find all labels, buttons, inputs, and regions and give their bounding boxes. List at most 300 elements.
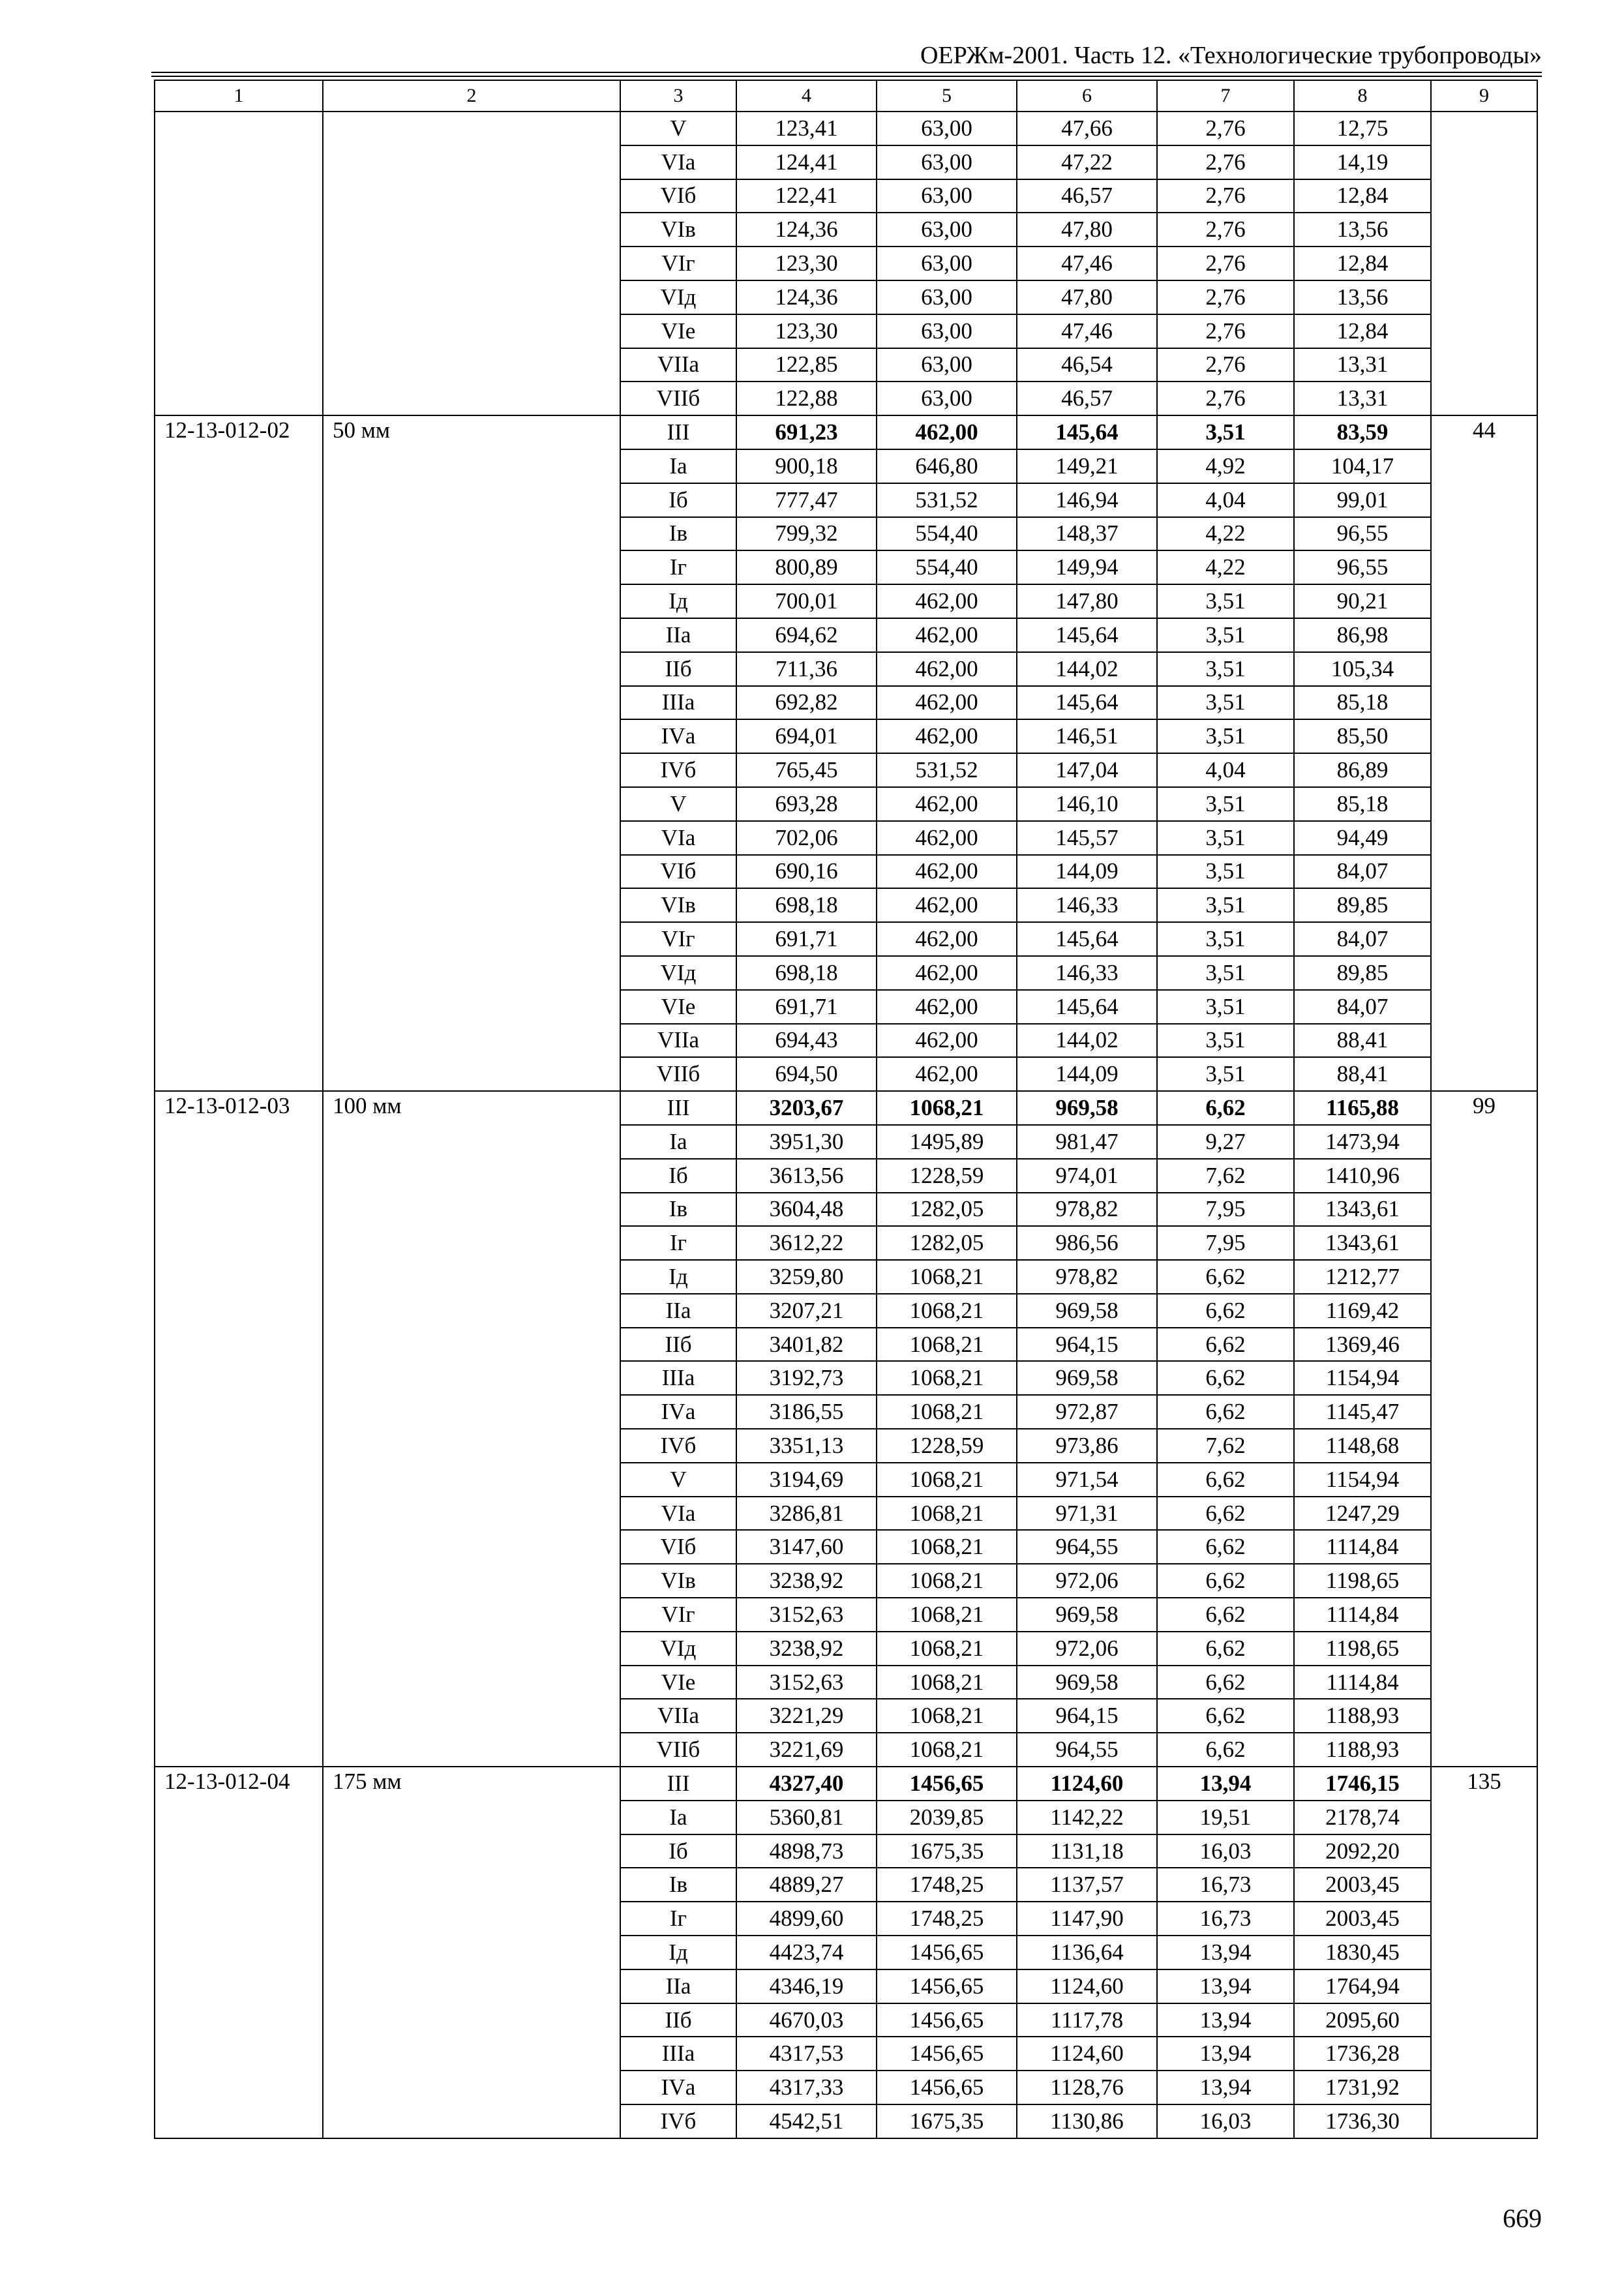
value-cell: 1212,77 — [1294, 1260, 1431, 1294]
value-cell: 145,64 — [1017, 686, 1157, 720]
value-cell: 1169,42 — [1294, 1294, 1431, 1328]
value-cell: 6,62 — [1157, 1530, 1294, 1564]
value-cell: 122,41 — [736, 179, 877, 213]
coefficient-zone-cell: Iа — [620, 449, 736, 483]
value-cell: 3,51 — [1157, 1057, 1294, 1091]
value-cell: 1675,35 — [877, 1834, 1017, 1868]
value-cell: 765,45 — [736, 753, 877, 787]
value-cell: 2,76 — [1157, 247, 1294, 280]
table-row — [155, 1767, 1537, 1801]
value-cell: 4423,74 — [736, 1936, 877, 1969]
norm-code-cell — [155, 112, 323, 415]
value-cell: 1124,60 — [1017, 2037, 1157, 2071]
value-cell: 3951,30 — [736, 1125, 877, 1159]
coefficient-zone-cell: VIв — [620, 888, 736, 922]
value-cell: 1369,46 — [1294, 1328, 1431, 1362]
norm-code-cell: 12-13-012-02 — [155, 415, 323, 1091]
value-cell: 1188,93 — [1294, 1699, 1431, 1733]
coefficient-zone-cell: VIа — [620, 821, 736, 855]
value-cell: 1068,21 — [877, 1294, 1017, 1328]
value-cell: 3203,67 — [736, 1091, 877, 1125]
value-cell: 1165,88 — [1294, 1091, 1431, 1125]
coefficient-zone-cell: Iа — [620, 1125, 736, 1159]
value-cell: 1343,61 — [1294, 1226, 1431, 1260]
value-cell: 1114,84 — [1294, 1598, 1431, 1632]
value-cell: 84,07 — [1294, 922, 1431, 956]
value-cell: 4327,40 — [736, 1767, 877, 1801]
value-cell: 3351,13 — [736, 1429, 877, 1463]
value-cell: 1736,30 — [1294, 2104, 1431, 2138]
value-cell: 462,00 — [877, 855, 1017, 889]
coefficient-zone-cell: VIг — [620, 1598, 736, 1632]
value-cell: 3238,92 — [736, 1564, 877, 1598]
value-cell: 3,51 — [1157, 415, 1294, 449]
value-cell: 144,02 — [1017, 1024, 1157, 1058]
norm-name-cell — [323, 112, 620, 415]
value-cell: 691,23 — [736, 415, 877, 449]
norm-code-cell: 12-13-012-03 — [155, 1091, 323, 1767]
value-cell: 6,62 — [1157, 1260, 1294, 1294]
value-cell: 1198,65 — [1294, 1564, 1431, 1598]
value-cell: 12,84 — [1294, 247, 1431, 280]
labor-cell: 135 — [1431, 1767, 1537, 2138]
value-cell: 3604,48 — [736, 1193, 877, 1227]
coefficient-zone-cell: VIе — [620, 990, 736, 1024]
coefficient-zone-cell: IIа — [620, 1294, 736, 1328]
column-header: 5 — [877, 80, 1017, 112]
value-cell: 145,64 — [1017, 990, 1157, 1024]
value-cell: 148,37 — [1017, 517, 1157, 551]
value-cell: 694,50 — [736, 1057, 877, 1091]
value-cell: 1124,60 — [1017, 1767, 1157, 1801]
coefficient-zone-cell: IVа — [620, 719, 736, 753]
value-cell: 85,18 — [1294, 787, 1431, 821]
coefficient-zone-cell: Iг — [620, 1226, 736, 1260]
value-cell: 964,55 — [1017, 1733, 1157, 1767]
column-header: 6 — [1017, 80, 1157, 112]
value-cell: 1147,90 — [1017, 1902, 1157, 1936]
value-cell: 3613,56 — [736, 1159, 877, 1193]
value-cell: 146,33 — [1017, 888, 1157, 922]
value-cell: 969,58 — [1017, 1598, 1157, 1632]
coefficient-zone-cell: Iб — [620, 483, 736, 517]
value-cell: 964,15 — [1017, 1328, 1157, 1362]
coefficient-zone-cell: Iв — [620, 517, 736, 551]
value-cell: 3238,92 — [736, 1632, 877, 1666]
column-header: 7 — [1157, 80, 1294, 112]
value-cell: 969,58 — [1017, 1361, 1157, 1395]
value-cell: 1456,65 — [877, 2071, 1017, 2104]
value-cell: 3,51 — [1157, 922, 1294, 956]
value-cell: 4,22 — [1157, 517, 1294, 551]
value-cell: 7,62 — [1157, 1159, 1294, 1193]
value-cell: 13,94 — [1157, 1969, 1294, 2003]
value-cell: 1228,59 — [877, 1429, 1017, 1463]
value-cell: 145,64 — [1017, 415, 1157, 449]
value-cell: 1068,21 — [877, 1463, 1017, 1497]
column-header: 1 — [155, 80, 323, 112]
value-cell: 462,00 — [877, 1024, 1017, 1058]
coefficient-zone-cell: V — [620, 112, 736, 145]
value-cell: 7,95 — [1157, 1226, 1294, 1260]
value-cell: 84,07 — [1294, 990, 1431, 1024]
value-cell: 4317,33 — [736, 2071, 877, 2104]
value-cell: 3152,63 — [736, 1598, 877, 1632]
value-cell: 14,19 — [1294, 145, 1431, 179]
value-cell: 1068,21 — [877, 1564, 1017, 1598]
value-cell: 1068,21 — [877, 1733, 1017, 1767]
coefficient-zone-cell: IVб — [620, 2104, 736, 2138]
coefficient-zone-cell: Iа — [620, 1801, 736, 1834]
value-cell: 3186,55 — [736, 1395, 877, 1429]
value-cell: 145,57 — [1017, 821, 1157, 855]
coefficient-zone-cell: Iд — [620, 1260, 736, 1294]
value-cell: 3401,82 — [736, 1328, 877, 1362]
coefficient-zone-cell: III — [620, 1767, 736, 1801]
value-cell: 1456,65 — [877, 1767, 1017, 1801]
value-cell: 462,00 — [877, 922, 1017, 956]
value-cell: 4542,51 — [736, 2104, 877, 2138]
value-cell: 1148,68 — [1294, 1429, 1431, 1463]
coefficient-zone-cell: Iд — [620, 1936, 736, 1969]
value-cell: 1128,76 — [1017, 2071, 1157, 2104]
value-cell: 6,62 — [1157, 1395, 1294, 1429]
value-cell: 13,94 — [1157, 1767, 1294, 1801]
value-cell: 4346,19 — [736, 1969, 877, 2003]
value-cell: 2095,60 — [1294, 2003, 1431, 2037]
value-cell: 83,59 — [1294, 415, 1431, 449]
value-cell: 3147,60 — [736, 1530, 877, 1564]
value-cell: 2003,45 — [1294, 1868, 1431, 1902]
norm-code-cell: 12-13-012-04 — [155, 1767, 323, 2138]
value-cell: 122,88 — [736, 382, 877, 415]
value-cell: 694,01 — [736, 719, 877, 753]
value-cell: 2,76 — [1157, 382, 1294, 415]
value-cell: 13,94 — [1157, 2071, 1294, 2104]
value-cell: 63,00 — [877, 247, 1017, 280]
value-cell: 4899,60 — [736, 1902, 877, 1936]
value-cell: 1247,29 — [1294, 1497, 1431, 1531]
value-cell: 986,56 — [1017, 1226, 1157, 1260]
value-cell: 1456,65 — [877, 2037, 1017, 2071]
value-cell: 149,94 — [1017, 550, 1157, 584]
value-cell: 6,62 — [1157, 1598, 1294, 1632]
coefficient-zone-cell: VIд — [620, 1632, 736, 1666]
value-cell: 1068,21 — [877, 1530, 1017, 1564]
coefficient-zone-cell: Iв — [620, 1868, 736, 1902]
value-cell: 63,00 — [877, 314, 1017, 348]
value-cell: 146,10 — [1017, 787, 1157, 821]
value-cell: 13,31 — [1294, 382, 1431, 415]
value-cell: 1154,94 — [1294, 1463, 1431, 1497]
coefficient-zone-cell: VIг — [620, 247, 736, 280]
value-cell: 13,94 — [1157, 2003, 1294, 2037]
column-header: 4 — [736, 80, 877, 112]
value-cell: 971,54 — [1017, 1463, 1157, 1497]
value-cell: 63,00 — [877, 280, 1017, 314]
value-cell: 84,07 — [1294, 855, 1431, 889]
value-cell: 89,85 — [1294, 956, 1431, 990]
coefficient-zone-cell: VIIб — [620, 1733, 736, 1767]
value-cell: 2,76 — [1157, 314, 1294, 348]
coefficient-zone-cell: Iд — [620, 584, 736, 618]
value-cell: 1675,35 — [877, 2104, 1017, 2138]
value-cell: 691,71 — [736, 990, 877, 1024]
value-cell: 1068,21 — [877, 1699, 1017, 1733]
value-cell: 1145,47 — [1294, 1395, 1431, 1429]
value-cell: 799,32 — [736, 517, 877, 551]
column-header: 8 — [1294, 80, 1431, 112]
value-cell: 3,51 — [1157, 584, 1294, 618]
value-cell: 2,76 — [1157, 280, 1294, 314]
value-cell: 13,31 — [1294, 348, 1431, 382]
value-cell: 1748,25 — [877, 1868, 1017, 1902]
page-number: 669 — [1503, 2204, 1542, 2233]
value-cell: 7,62 — [1157, 1429, 1294, 1463]
value-cell: 1137,57 — [1017, 1868, 1157, 1902]
labor-cell — [1431, 112, 1537, 415]
value-cell: 147,80 — [1017, 584, 1157, 618]
value-cell: 1736,28 — [1294, 2037, 1431, 2071]
value-cell: 3,51 — [1157, 888, 1294, 922]
coefficient-zone-cell: VIIа — [620, 348, 736, 382]
value-cell: 1746,15 — [1294, 1767, 1431, 1801]
value-cell: 2,76 — [1157, 145, 1294, 179]
value-cell: 146,33 — [1017, 956, 1157, 990]
coefficient-zone-cell: VIе — [620, 314, 736, 348]
value-cell: 3,51 — [1157, 787, 1294, 821]
labor-cell: 44 — [1431, 415, 1537, 1091]
coefficient-zone-cell: VIIб — [620, 382, 736, 415]
value-cell: 146,51 — [1017, 719, 1157, 753]
value-cell: 144,09 — [1017, 855, 1157, 889]
value-cell: 13,56 — [1294, 213, 1431, 247]
norm-name-cell: 175 мм — [323, 1767, 620, 2138]
value-cell: 1068,21 — [877, 1091, 1017, 1125]
value-cell: 1068,21 — [877, 1497, 1017, 1531]
value-cell: 972,06 — [1017, 1632, 1157, 1666]
value-cell: 694,43 — [736, 1024, 877, 1058]
value-cell: 3259,80 — [736, 1260, 877, 1294]
coefficient-zone-cell: Iв — [620, 1193, 736, 1227]
value-cell: 63,00 — [877, 145, 1017, 179]
value-cell: 3,51 — [1157, 990, 1294, 1024]
value-cell: 692,82 — [736, 686, 877, 720]
value-cell: 1764,94 — [1294, 1969, 1431, 2003]
value-cell: 99,01 — [1294, 483, 1431, 517]
value-cell: 46,57 — [1017, 179, 1157, 213]
value-cell: 2,76 — [1157, 112, 1294, 145]
value-cell: 2,76 — [1157, 213, 1294, 247]
value-cell: 462,00 — [877, 415, 1017, 449]
value-cell: 978,82 — [1017, 1193, 1157, 1227]
value-cell: 47,46 — [1017, 314, 1157, 348]
value-cell: 3221,29 — [736, 1699, 877, 1733]
coefficient-zone-cell: VIд — [620, 956, 736, 990]
coefficient-zone-cell: VIв — [620, 1564, 736, 1598]
value-cell: 1068,21 — [877, 1361, 1017, 1395]
value-cell: 3192,73 — [736, 1361, 877, 1395]
value-cell: 12,84 — [1294, 314, 1431, 348]
coefficient-zone-cell: VIа — [620, 1497, 736, 1531]
value-cell: 4,04 — [1157, 483, 1294, 517]
value-cell: 2,76 — [1157, 179, 1294, 213]
value-cell: 462,00 — [877, 686, 1017, 720]
value-cell: 144,09 — [1017, 1057, 1157, 1091]
value-cell: 972,87 — [1017, 1395, 1157, 1429]
value-cell: 124,36 — [736, 280, 877, 314]
value-cell: 4889,27 — [736, 1868, 877, 1902]
value-cell: 531,52 — [877, 753, 1017, 787]
coefficient-zone-cell: VIб — [620, 855, 736, 889]
value-cell: 693,28 — [736, 787, 877, 821]
value-cell: 1114,84 — [1294, 1666, 1431, 1699]
value-cell: 1142,22 — [1017, 1801, 1157, 1834]
value-cell: 3,51 — [1157, 652, 1294, 686]
value-cell: 3,51 — [1157, 855, 1294, 889]
value-cell: 47,80 — [1017, 213, 1157, 247]
coefficient-zone-cell: VIд — [620, 280, 736, 314]
coefficient-zone-cell: V — [620, 787, 736, 821]
coefficient-zone-cell: III — [620, 1091, 736, 1125]
value-cell: 978,82 — [1017, 1260, 1157, 1294]
value-cell: 1343,61 — [1294, 1193, 1431, 1227]
value-cell: 6,62 — [1157, 1361, 1294, 1395]
value-cell: 1198,65 — [1294, 1632, 1431, 1666]
value-cell: 702,06 — [736, 821, 877, 855]
value-cell: 6,62 — [1157, 1733, 1294, 1767]
value-cell: 971,31 — [1017, 1497, 1157, 1531]
value-cell: 1748,25 — [877, 1902, 1017, 1936]
value-cell: 16,03 — [1157, 1834, 1294, 1868]
coefficient-zone-cell: VIб — [620, 1530, 736, 1564]
value-cell: 47,22 — [1017, 145, 1157, 179]
coefficient-zone-cell: VIв — [620, 213, 736, 247]
table-body — [155, 80, 1537, 2138]
value-cell: 86,89 — [1294, 753, 1431, 787]
value-cell: 89,85 — [1294, 888, 1431, 922]
value-cell: 698,18 — [736, 956, 877, 990]
value-cell: 3286,81 — [736, 1497, 877, 1531]
value-cell: 146,94 — [1017, 483, 1157, 517]
value-cell: 104,17 — [1294, 449, 1431, 483]
coefficient-zone-cell: VIIа — [620, 1699, 736, 1733]
labor-cell: 99 — [1431, 1091, 1537, 1767]
value-cell: 12,75 — [1294, 112, 1431, 145]
value-cell: 1495,89 — [877, 1125, 1017, 1159]
value-cell: 462,00 — [877, 787, 1017, 821]
value-cell: 698,18 — [736, 888, 877, 922]
value-cell: 690,16 — [736, 855, 877, 889]
value-cell: 47,66 — [1017, 112, 1157, 145]
column-header-row — [155, 80, 1537, 112]
value-cell: 63,00 — [877, 112, 1017, 145]
value-cell: 85,18 — [1294, 686, 1431, 720]
coefficient-zone-cell: IIIа — [620, 686, 736, 720]
coefficient-zone-cell: IIIа — [620, 1361, 736, 1395]
value-cell: 1731,92 — [1294, 2071, 1431, 2104]
value-cell: 3,51 — [1157, 618, 1294, 652]
value-cell: 969,58 — [1017, 1666, 1157, 1699]
value-cell: 1068,21 — [877, 1632, 1017, 1666]
value-cell: 462,00 — [877, 652, 1017, 686]
value-cell: 6,62 — [1157, 1497, 1294, 1531]
value-cell: 900,18 — [736, 449, 877, 483]
value-cell: 1456,65 — [877, 1936, 1017, 1969]
value-cell: 13,56 — [1294, 280, 1431, 314]
value-cell: 4898,73 — [736, 1834, 877, 1868]
value-cell: 3152,63 — [736, 1666, 877, 1699]
value-cell: 94,49 — [1294, 821, 1431, 855]
value-cell: 1282,05 — [877, 1226, 1017, 1260]
value-cell: 123,30 — [736, 314, 877, 348]
value-cell: 3207,21 — [736, 1294, 877, 1328]
value-cell: 2092,20 — [1294, 1834, 1431, 1868]
value-cell: 86,98 — [1294, 618, 1431, 652]
value-cell: 63,00 — [877, 382, 1017, 415]
coefficient-zone-cell: III — [620, 415, 736, 449]
value-cell: 800,89 — [736, 550, 877, 584]
value-cell: 19,51 — [1157, 1801, 1294, 1834]
table-row — [155, 112, 1537, 145]
value-cell: 3,51 — [1157, 1024, 1294, 1058]
value-cell: 711,36 — [736, 652, 877, 686]
norm-name-cell: 100 мм — [323, 1091, 620, 1767]
value-cell: 124,41 — [736, 145, 877, 179]
value-cell: 96,55 — [1294, 517, 1431, 551]
value-cell: 1131,18 — [1017, 1834, 1157, 1868]
coefficient-zone-cell: IVб — [620, 1429, 736, 1463]
value-cell: 694,62 — [736, 618, 877, 652]
value-cell: 1282,05 — [877, 1193, 1017, 1227]
value-cell: 147,04 — [1017, 753, 1157, 787]
coefficient-zone-cell: VIб — [620, 179, 736, 213]
value-cell: 16,73 — [1157, 1868, 1294, 1902]
value-cell: 2003,45 — [1294, 1902, 1431, 1936]
value-cell: 46,54 — [1017, 348, 1157, 382]
value-cell: 6,62 — [1157, 1699, 1294, 1733]
coefficient-zone-cell: VIг — [620, 922, 736, 956]
value-cell: 1068,21 — [877, 1666, 1017, 1699]
value-cell: 3,51 — [1157, 719, 1294, 753]
value-cell: 964,55 — [1017, 1530, 1157, 1564]
coefficient-zone-cell: IVа — [620, 2071, 736, 2104]
value-cell: 554,40 — [877, 517, 1017, 551]
value-cell: 462,00 — [877, 888, 1017, 922]
norm-name-cell: 50 мм — [323, 415, 620, 1091]
value-cell: 13,94 — [1157, 1936, 1294, 1969]
value-cell: 646,80 — [877, 449, 1017, 483]
value-cell: 1068,21 — [877, 1598, 1017, 1632]
coefficient-zone-cell: Iг — [620, 550, 736, 584]
value-cell: 6,62 — [1157, 1632, 1294, 1666]
value-cell: 16,03 — [1157, 2104, 1294, 2138]
value-cell: 1456,65 — [877, 2003, 1017, 2037]
value-cell: 3221,69 — [736, 1733, 877, 1767]
value-cell: 149,21 — [1017, 449, 1157, 483]
value-cell: 1068,21 — [877, 1328, 1017, 1362]
value-cell: 4,92 — [1157, 449, 1294, 483]
value-cell: 3194,69 — [736, 1463, 877, 1497]
value-cell: 462,00 — [877, 956, 1017, 990]
column-header: 9 — [1431, 80, 1537, 112]
value-cell: 462,00 — [877, 990, 1017, 1024]
value-cell: 462,00 — [877, 618, 1017, 652]
value-cell: 7,95 — [1157, 1193, 1294, 1227]
value-cell: 88,41 — [1294, 1057, 1431, 1091]
value-cell: 2178,74 — [1294, 1801, 1431, 1834]
value-cell: 145,64 — [1017, 922, 1157, 956]
